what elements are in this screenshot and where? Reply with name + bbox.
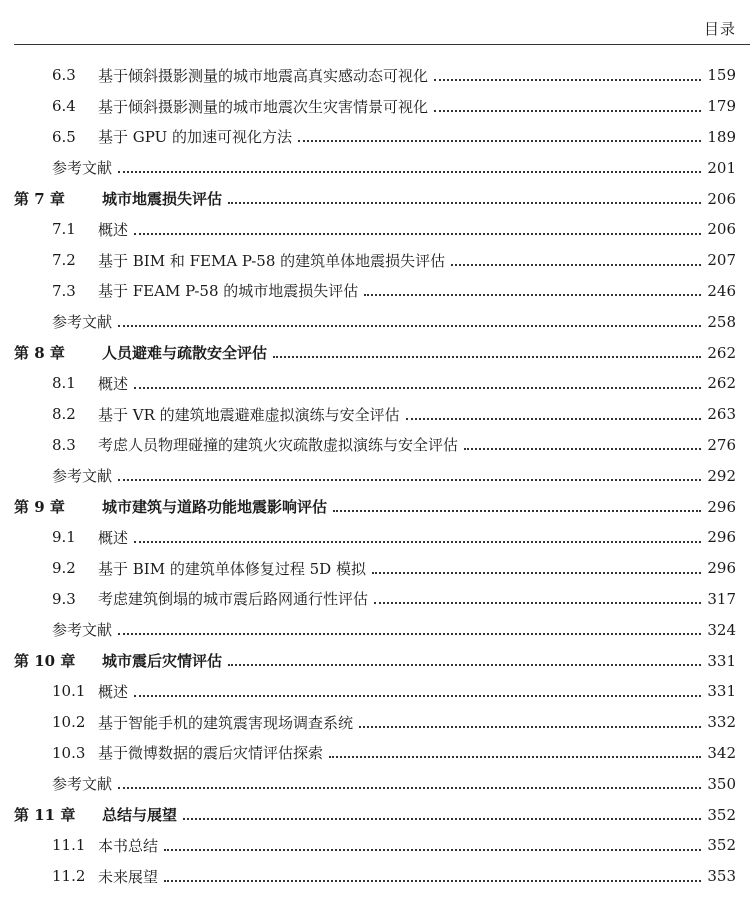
dot-leader: [364, 293, 701, 296]
toc-chapter-row[interactable]: [0, 491, 750, 522]
toc-entry-title: 参考文献: [52, 775, 113, 794]
toc-page-number: 159: [707, 66, 736, 85]
dot-leader: [118, 632, 701, 635]
toc-entry-title: 概述: [98, 528, 129, 547]
toc-section-row[interactable]: [0, 122, 750, 153]
dot-leader: [134, 694, 701, 697]
dot-leader: [134, 232, 701, 235]
dot-leader: [372, 571, 701, 574]
page-header-label: 目录: [703, 20, 736, 38]
toc-entry-number: 6.5: [52, 127, 76, 146]
dot-leader: [228, 201, 701, 204]
toc-entry-number: 第 9 章: [14, 498, 65, 517]
toc-page-number: 246: [707, 281, 736, 300]
dot-leader: [406, 417, 702, 420]
toc-entry-title: 基于 BIM 和 FEMA P-58 的建筑单体地震损失评估: [98, 251, 446, 270]
toc-page-number: 263: [707, 405, 736, 424]
toc-section-row[interactable]: [0, 738, 750, 769]
toc-entry-title: 概述: [98, 374, 129, 393]
dot-leader: [374, 601, 701, 604]
toc-entry-title: 基于智能手机的建筑震害现场调查系统: [98, 713, 354, 732]
toc-entry-title: 人员避难与疏散安全评估: [102, 344, 268, 363]
toc-page-number: 350: [707, 774, 736, 793]
toc-page-number: 332: [707, 713, 736, 732]
toc-page-number: 292: [707, 466, 736, 485]
toc-chapter-row[interactable]: [0, 799, 750, 830]
toc-entry-number: 第 10 章: [14, 652, 76, 671]
toc-entry-title: 城市地震损失评估: [102, 190, 223, 209]
header-rule: [14, 44, 750, 45]
dot-leader: [134, 540, 701, 543]
toc-page-number: 324: [707, 620, 736, 639]
toc-page-number: 201: [707, 158, 736, 177]
toc-page-number: 317: [707, 589, 736, 608]
toc-section-row[interactable]: [0, 368, 750, 399]
toc-entry-number: 第 7 章: [14, 190, 65, 209]
dot-leader: [118, 786, 701, 789]
dot-leader: [164, 848, 701, 851]
toc-entry-title: 基于微博数据的震后灾情评估探索: [98, 744, 324, 763]
dot-leader: [164, 879, 701, 882]
toc-section-row[interactable]: [0, 60, 750, 91]
toc-entry-title: 参考文献: [52, 313, 113, 332]
toc-section-row[interactable]: [0, 861, 750, 892]
toc-entry-number: 7.1: [52, 220, 76, 239]
table-of-contents: [0, 60, 750, 892]
toc-section-row[interactable]: [0, 553, 750, 584]
toc-entry-number: 9.2: [52, 559, 76, 578]
toc-entry-number: 8.3: [52, 435, 76, 454]
dot-leader: [298, 139, 701, 142]
toc-entry-title: 基于 FEAM P-58 的城市地震损失评估: [98, 282, 359, 301]
toc-page-number: 189: [707, 127, 736, 146]
toc-section-row[interactable]: [0, 91, 750, 122]
toc-entry-number: 8.1: [52, 374, 76, 393]
dot-leader: [228, 663, 701, 666]
toc-page-number: 258: [707, 312, 736, 331]
toc-entry-number: 10.2: [52, 713, 86, 732]
toc-page-number: 262: [707, 374, 736, 393]
toc-section-row[interactable]: [0, 830, 750, 861]
dot-leader: [464, 447, 701, 450]
dot-leader: [118, 324, 701, 327]
toc-entry-number: 11.2: [52, 867, 86, 886]
dot-leader: [134, 386, 701, 389]
toc-reference-row[interactable]: [0, 460, 750, 491]
toc-reference-row[interactable]: [0, 152, 750, 183]
toc-section-row[interactable]: [0, 522, 750, 553]
toc-entry-title: 参考文献: [52, 621, 113, 640]
toc-entry-title: 概述: [98, 682, 129, 701]
toc-reference-row[interactable]: [0, 306, 750, 337]
toc-entry-number: 10.3: [52, 743, 86, 762]
dot-leader: [451, 263, 701, 266]
toc-section-row[interactable]: [0, 584, 750, 615]
toc-section-row[interactable]: [0, 214, 750, 245]
toc-entry-number: 10.1: [52, 682, 86, 701]
toc-entry-title: 考虑人员物理碰撞的建筑火灾疏散虚拟演练与安全评估: [98, 436, 459, 455]
toc-entry-title: 基于倾斜摄影测量的城市地震次生灾害情景可视化: [98, 97, 429, 116]
toc-entry-title: 城市建筑与道路功能地震影响评估: [102, 498, 328, 517]
toc-chapter-row[interactable]: [0, 337, 750, 368]
toc-entry-number: 8.2: [52, 405, 76, 424]
toc-page-number: 262: [707, 343, 736, 362]
toc-section-row[interactable]: [0, 399, 750, 430]
toc-page-number: 353: [707, 867, 736, 886]
dot-leader: [434, 109, 701, 112]
toc-page-number: 207: [707, 251, 736, 270]
toc-entry-number: 9.3: [52, 589, 76, 608]
toc-section-row[interactable]: [0, 430, 750, 461]
toc-page-number: 352: [707, 805, 736, 824]
toc-section-row[interactable]: [0, 276, 750, 307]
toc-page-number: 342: [707, 743, 736, 762]
dot-leader: [183, 817, 701, 820]
toc-entry-title: 参考文献: [52, 159, 113, 178]
toc-entry-number: 9.1: [52, 528, 76, 547]
toc-page-number: 296: [707, 497, 736, 516]
dot-leader: [329, 755, 701, 758]
toc-entry-title: 概述: [98, 220, 129, 239]
toc-page-number: 276: [707, 435, 736, 454]
toc-section-row[interactable]: [0, 676, 750, 707]
toc-entry-title: 本书总结: [98, 836, 159, 855]
toc-section-row[interactable]: [0, 245, 750, 276]
toc-entry-number: 7.2: [52, 251, 76, 270]
toc-entry-title: 参考文献: [52, 467, 113, 486]
toc-section-row[interactable]: [0, 707, 750, 738]
dot-leader: [118, 478, 701, 481]
toc-entry-title: 未来展望: [98, 867, 159, 886]
toc-entry-title: 基于倾斜摄影测量的城市地震高真实感动态可视化: [98, 66, 429, 85]
dot-leader: [359, 725, 701, 728]
toc-reference-row[interactable]: [0, 768, 750, 799]
toc-entry-number: 第 11 章: [14, 806, 76, 825]
toc-entry-title: 总结与展望: [102, 806, 178, 825]
dot-leader: [333, 509, 701, 512]
toc-page-number: 179: [707, 97, 736, 116]
toc-entry-title: 基于 BIM 的建筑单体修复过程 5D 模拟: [98, 559, 366, 578]
toc-entry-title: 基于 GPU 的加速可视化方法: [98, 128, 292, 147]
toc-entry-number: 6.4: [52, 97, 76, 116]
toc-entry-title: 基于 VR 的建筑地震避难虚拟演练与安全评估: [98, 405, 400, 424]
toc-chapter-row[interactable]: [0, 183, 750, 214]
toc-page-number: 331: [707, 651, 736, 670]
toc-reference-row[interactable]: [0, 614, 750, 645]
toc-page-number: 206: [707, 220, 736, 239]
toc-entry-number: 第 8 章: [14, 344, 65, 363]
toc-entry-title: 考虑建筑倒塌的城市震后路网通行性评估: [98, 590, 369, 609]
toc-chapter-row[interactable]: [0, 645, 750, 676]
toc-page-number: 352: [707, 836, 736, 855]
dot-leader: [273, 355, 701, 358]
toc-page-number: 296: [707, 528, 736, 547]
toc-page-number: 331: [707, 682, 736, 701]
toc-entry-number: 11.1: [52, 836, 86, 855]
toc-page-number: 206: [707, 189, 736, 208]
toc-entry-number: 6.3: [52, 66, 76, 85]
toc-entry-title: 城市震后灾情评估: [102, 652, 223, 671]
toc-page-number: 296: [707, 559, 736, 578]
toc-entry-number: 7.3: [52, 281, 76, 300]
dot-leader: [434, 78, 701, 81]
dot-leader: [118, 170, 701, 173]
